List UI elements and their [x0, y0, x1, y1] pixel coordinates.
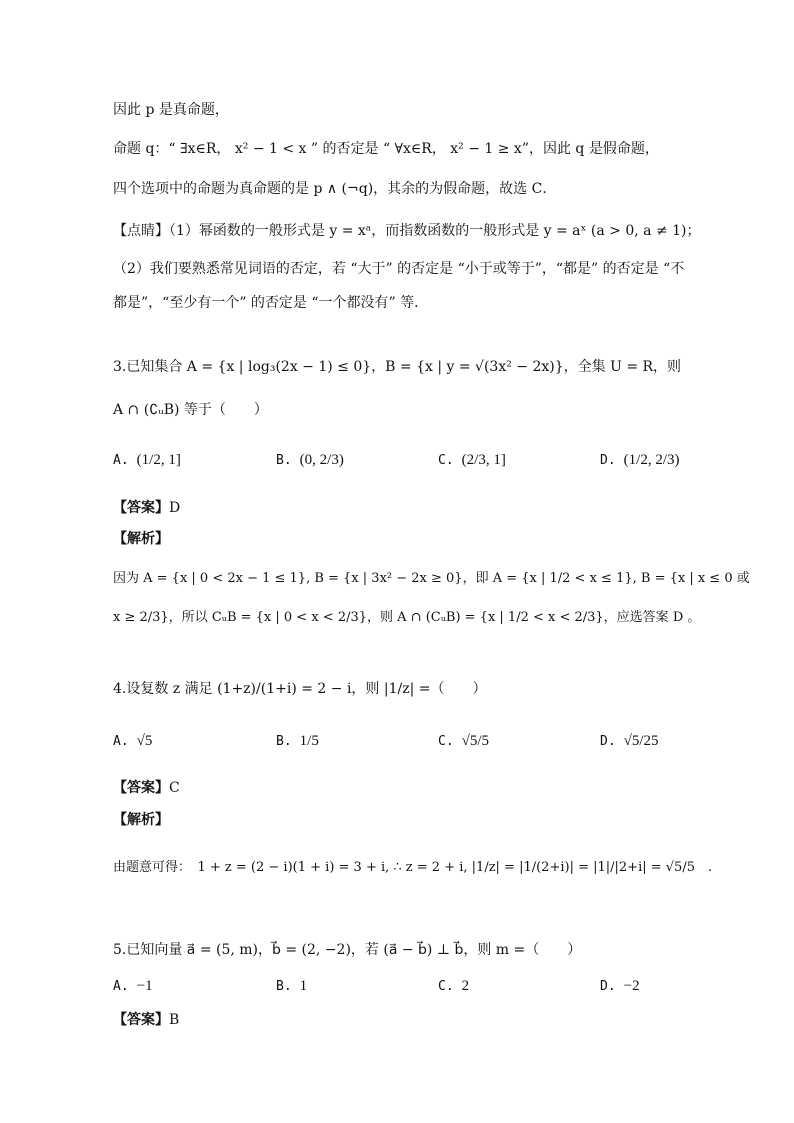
analysis-line: 因为 A = {x | 0 < 2x − 1 ≤ 1}, B = {x | 3x² − 2x ≥ 0}，即 A = {x | 1/2 < x ≤ 1}, B = {x | x ≤ 0 或: [113, 571, 750, 586]
answer-label: 【答案】: [113, 780, 169, 796]
option-letter: D.: [600, 453, 616, 468]
option-b: [276, 452, 344, 469]
text-line: （2）我们要熟悉常见词语的否定，若 “大于” 的否定是 “小于或等于”，“都是” 的否定是 “不: [113, 261, 685, 277]
question-3-stem-cont: A ∩ (∁ᵤB) 等于（ ）: [113, 402, 268, 418]
answer-label: 【答案】: [113, 1012, 169, 1028]
analysis-label: 【解析】: [113, 531, 169, 547]
answer-value: C: [169, 780, 180, 796]
option-a: [113, 733, 152, 750]
answer-value: D: [169, 500, 181, 516]
answer-line: [113, 778, 180, 798]
answer-label: 【答案】: [113, 500, 169, 516]
question-4-stem: 4.设复数 z 满足 (1+z)/(1+i) = 2 − i，则 |1/z| =（ ）: [113, 681, 487, 697]
question-3-stem: 3.已知集合 A = {x | log₃(2x − 1) ≤ 0}，B = {x | y = √(3x² − 2x)}，全集 U = R，则: [113, 359, 682, 375]
option-d: [600, 733, 659, 750]
option-value: (1/2, 1]: [136, 452, 181, 468]
key-points-line: 【点睛】（1）幂函数的一般形式是 y = xᵃ，而指数函数的一般形式是 y = aˣ (a > 0, a ≠ 1)；: [113, 223, 701, 239]
analysis-line: x ≥ 2/3}，所以 CᵤB = {x | 0 < x < 2/3}，则 A ∩ (CᵤB) = {x | 1/2 < x < 2/3}，应选答案 D 。: [113, 610, 701, 625]
text-line: 因此 p 是真命题，: [113, 102, 229, 118]
option-a: [113, 978, 153, 995]
option-c: [438, 733, 489, 750]
option-c: [438, 452, 506, 469]
option-c: [438, 978, 469, 995]
option-value: √5/25: [623, 733, 659, 749]
option-value: 1/5: [299, 733, 319, 749]
option-letter: B.: [276, 734, 292, 749]
option-value: (0, 2/3): [299, 452, 344, 468]
option-d: [600, 452, 679, 469]
text-line: 都是”，“至少有一个” 的否定是 “一个都没有” 等．: [113, 295, 429, 311]
answer-value: B: [169, 1012, 180, 1028]
answer-line: [113, 1010, 179, 1030]
option-letter: B.: [276, 453, 292, 468]
option-letter: A.: [113, 979, 129, 994]
option-d: [600, 978, 640, 995]
option-value: 2: [461, 978, 470, 994]
option-letter: D.: [600, 979, 616, 994]
option-letter: C.: [438, 979, 454, 994]
option-value: √5: [136, 733, 153, 749]
option-b: [276, 733, 319, 750]
option-value: (1/2, 2/3): [623, 452, 680, 468]
analysis-line: 由题意可得： 1 + z = (2 − i)(1 + i) = 3 + i, ∴ z = 2 + i, |1/z| = |1/(2+i)| = |1|/|2+i| = √5/5 .: [113, 860, 713, 875]
option-a: [113, 452, 181, 469]
option-letter: B.: [276, 979, 292, 994]
option-letter: A.: [113, 734, 129, 749]
option-value: √5/5: [461, 733, 490, 749]
option-letter: C.: [438, 453, 454, 468]
text-line: 命题 q：“ ∃x∈R， x² − 1 < x ” 的否定是 “ ∀x∈R， x² − 1 ≥ x”，因此 q 是假命题，: [113, 141, 659, 157]
option-letter: C.: [438, 734, 454, 749]
text-line: 四个选项中的命题为真命题的是 p ∧ (¬q)，其余的为假命题，故选 C．: [113, 181, 557, 197]
option-value: (2/3, 1]: [461, 452, 506, 468]
analysis-label: 【解析】: [113, 812, 169, 828]
option-b: [276, 978, 307, 995]
option-letter: A.: [113, 453, 129, 468]
option-letter: D.: [600, 734, 616, 749]
option-value: −2: [623, 978, 640, 994]
answer-line: [113, 498, 180, 518]
option-value: 1: [299, 978, 308, 994]
option-value: −1: [136, 978, 153, 994]
question-5-stem: 5.已知向量 a⃗ = (5, m)，b⃗ = (2, −2)，若 (a⃗ − b⃗) ⊥ b⃗，则 m =（ ）: [113, 942, 582, 958]
